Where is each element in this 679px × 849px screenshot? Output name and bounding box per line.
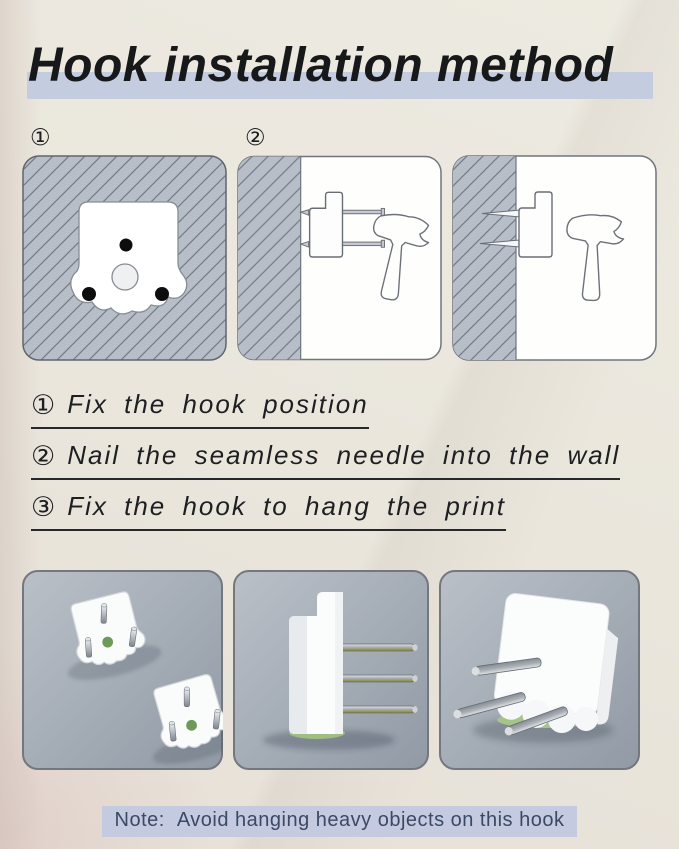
step-2 [31,440,620,480]
photo-row [0,570,679,770]
note-prefix: Note: [114,809,165,831]
figure-step-3 [452,128,657,361]
step1-number-badge: ① [30,125,51,151]
photo-hook-front [22,570,223,770]
footer [0,806,679,837]
step-1-text: Fix the hook position [67,389,369,419]
photo-hook-back [439,570,640,770]
note-text: Avoid hanging heavy objects on this hook [176,809,565,831]
header [0,0,679,98]
step-3-text: Fix the hook to hang the print [67,491,506,521]
warning-note [102,806,578,837]
hook-side-view-photo [233,570,429,770]
figure-step-2 [237,125,442,361]
hook-front-view-photo [22,570,223,770]
diagram-nail-needles [237,155,442,361]
hammer-nailing-diagram-icon [237,155,442,361]
step-2-text: Nail the seamless needle into the wall [67,440,621,470]
figure-step-1 [22,125,227,361]
step-list [31,389,679,531]
step2-number-badge: ② [245,125,266,151]
diagram-hook-position [22,155,227,361]
step-3 [31,491,506,531]
diagram-needles-in-wall [452,155,657,361]
hook-faceplate-diagram-icon [22,155,227,361]
step-2-number: ② [31,441,56,472]
needles-in-wall-diagram-icon [452,155,657,361]
step-1-number: ① [31,390,56,421]
step-3-number: ③ [31,492,56,523]
hook-back-view-photo [439,570,640,770]
diagram-row [0,125,679,361]
photo-hook-side [233,570,429,770]
step-1 [31,389,369,429]
page-title: Hook installation method [28,39,614,92]
